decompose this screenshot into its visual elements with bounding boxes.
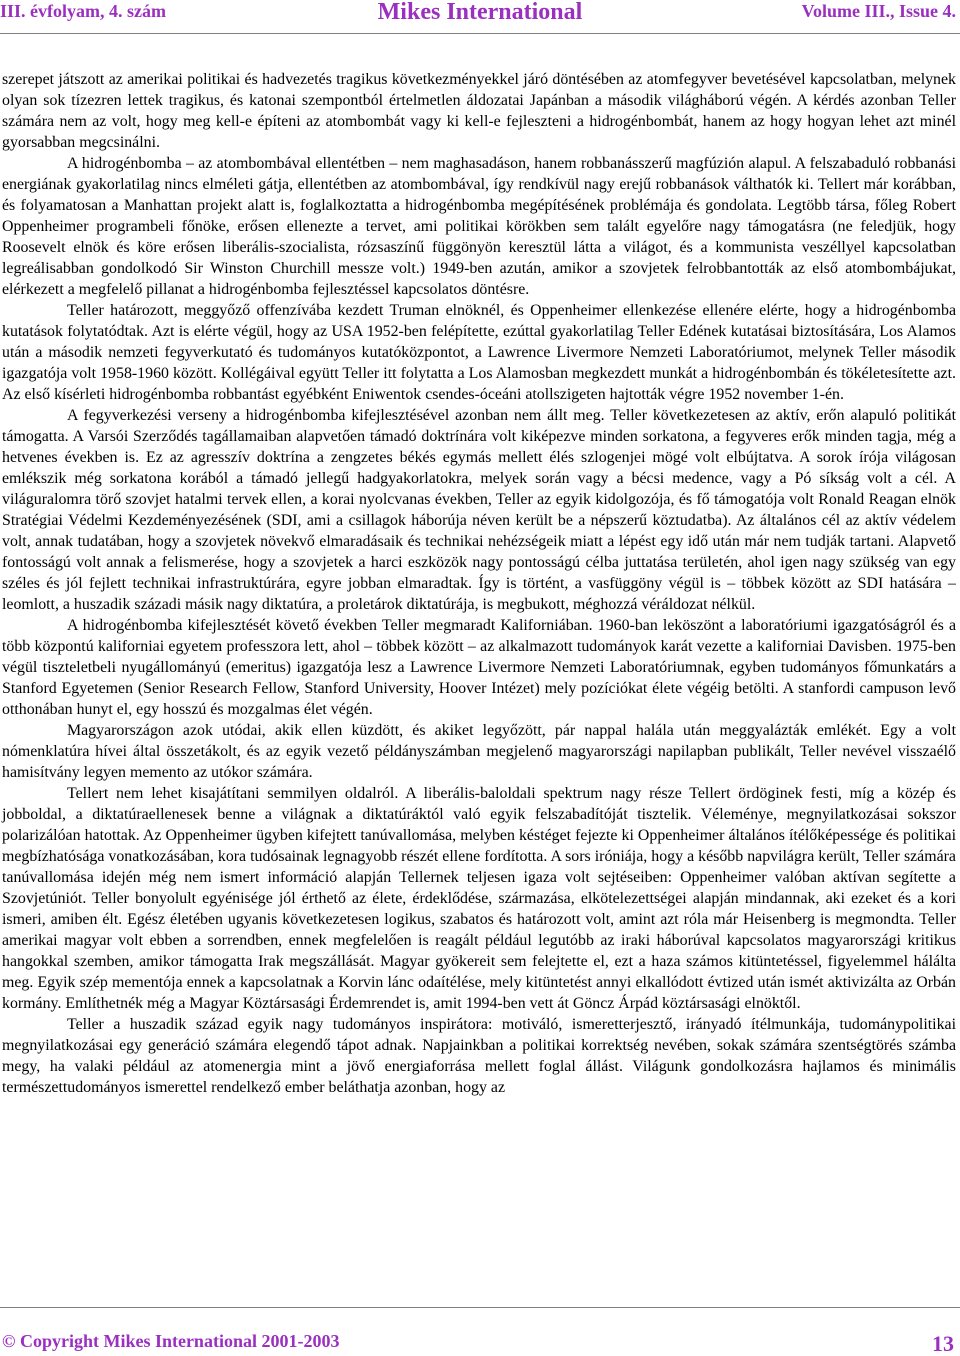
footer-copyright: © Copyright Mikes International 2001-2003 [2, 1331, 340, 1351]
paragraph-arms-race: A fegyverkezési verseny a hidrogénbomba kifejlesztésével azonban nem állt meg. Teller következetesen az aktív, erőn alapuló politikát támogatta. A Varsói Szerződés tagállamaiban alapvetően támadó doktrínára volt kiképezve minden sorkatona, a fegyveres erők minden tagja, még a hetvenes években is. Ez az agresszív doktrína a zengzetes békés egymás mellett élés szlogenjei mögé volt elbújtatva. A sorok írója világosan emlékszik még sorkatona korából a támadó jellegű hadgyakorlatokra, melyek során vagy a bécsi medence, vagy a Pó síkság volt a cél. A világuralomra törő szovjet hatalmi tervek ellen, a korai nyolcvanas években, Teller az egyik kidolgozója, és fő támogatója volt Ronald Reagan elnök Stratégiai Védelmi Kezdeményezésének (SDI, ami a csillagok háborúja néven került be a népszerű köztudatba). Az általános cél az aktív védelem volt, annak tudatában, hogy a szovjetek növekvő elmaradásaik és technikai nehézségeik miatt a lépést egy idő után már nem tudják tartani. Alapvető fontosságú volt annak a felismerése, hogy a szovjetek a harci eszközök nagy pontosságú célba juttatása területén, ahol igen nagy szükség van egy széles és jól fejlett technikai infrastruktúrára, egyre jobban elmaradtak. Így is történt, a vasfüggöny végül is – többek között az SDI hatására – leomlott, a huszadik századi másik nagy diktatúra, a proletárok diktatúrája, is megbukott, méghozzá véráldozat nélkül. [2, 407, 956, 613]
paragraph-hydrogen-bomb: A hidrogénbomba – az atombombával ellentétben – nem maghasadáson, hanem robbanásszerű magfúzión alapul. A felszabaduló robbanási energiának gyakorlatilag nincs elméleti gátja, ellentétben az atombombával, így rendkívül nagy erejű robbanások válthatók ki. Tellert már korábban, és folyamatosan a Manhattan projekt alatt is, foglalkoztatta a hidrogénbomba megépítésének problémája és gondolata. Legtöbb társa, főleg Robert Oppenheimer programbeli főnöke, erősen ellenezte a tervet, ami politikai körökben sem talált egyelőre nagy támogatásra (ne feledjük, hogy Roosevelt elnök és köre erősen liberális-szocialista, rózsaszínű függönyön keresztül látta a világot, és a kommunista veszéllyel kapcsolatban legreálisabban gondolkodó Sir Winston Churchill messze volt.) 1949-ben azután, amikor a szovjetek felrobbantották az első atombombájukat, elérkezett a megfelelő pillanat a hidrogénbomba fejlesztéssel kapcsolatos döntésre. [2, 155, 956, 298]
paragraph-truman: Teller határozott, meggyőző offenzívába kezdett Truman elnöknél, és Oppenheimer ellenkezése ellenére elérte, hogy a hidrogénbomba kutatások folytatódtak. Azt is elérte végül, hogy az USA 1952-ben felépítette, ezúttal gyakorlatilag Teller Edének kutatásai biztosítására, Los Alamos után a második nemzeti fegyverkutató és tudományos kutatóközpontot, a Lawrence Livermore Nemzeti Laboratóriumot, melynek Teller második igazgatója volt 1958-1960 között. Kollégáival együtt Teller itt folytatta a Los Alamosban megkezdett munkát a hidrogénbombán és tökéletesítette azt. Az első kísérleti hidrogénbomba robbantást egyébként Eniwentok csendes-óceáni atollszigeten hajtották végre 1952 november 1-én. [2, 302, 956, 403]
header-divider [0, 33, 960, 34]
article-body [2, 69, 956, 1098]
paragraph-legacy: Tellert nem lehet kisajátítani semmilyen oldalról. A liberális-baloldali spektrum nagy része Tellert ördöginek festi, míg a közép és jobboldal, a diktatúraellenesek benne a világnak a diktatúráktól való egyik felszabadítóját tisztelik. Véleménye, megnyilatkozásai sokszor polarizálóan hatottak. Az Oppenheimer ügyben kifejtett tanúvallomása, melyben késtéget fejezte ki Oppenheimer általános ítélőképessége és politikai megbízhatósága vonatkozásában, kora tudósainak legnagyobb részét ellene fordította. A sors iróniája, hogy a később napvilágra került, Teller számára tanúvallomása idején még nem ismert információ alapján Tellernek teljesen igaza volt sejtéseiben: Oppenheimer valóban aktívan segítette a Szovjetúniót. Teller bonyolult egyénisége jól érthető az élete, érdeklődése, származása, elkötelezettségei alapján mindannak, aki ezeket és a kori ismeri, amiben élt. Egész életében ugyanis következetesen logikus, szabatos és határozott volt, amint azt róla már Heisenberg is megmondta. Teller amerikai magyar volt ebben a sorrendben, ennek megfelelően is reagált például legutóbb az iraki háborúval kapcsolatos magyarországi kritikus hangokkal szemben, amikor támogatta Irak megszállását. Magyar gyökereit sem felejtette el, ezt a haza számos kitüntetéssel, figyelemmel hálálta meg. Egyik szép mementója ennek a kapcsolatnak a Korvin lánc odaítélése, mely kitüntetést annyi elkallódott évtized után ismét aktivizálta az Orbán kormány. Említhetnék még a Magyar Köztársasági Érdemrendet is, amit 1994-ben vett át Göncz Árpád köztársasági elnöktől. [2, 785, 956, 1012]
paragraph-california: A hidrogénbomba kifejlesztését követő években Teller megmaradt Kaliforniában. 1960-ban leköszönt a laboratóriumi igazgatóságról és a több központú kaliforniai egyetem professzora lett, ahol – többek között – az alkalmazott tudományok karát vezette a kaliforniai Davisben. 1975-ben végül tiszteletbeli nyugállományú (emeritus) igazgatója lesz a Lawrence Livermore Nemzeti Laboratóriumnak, egyben tudományos főmunkatárs a Stanford Egyetemen (Senior Research Fellow, Stanford University, Hoover Intézet) mely pozíciókat élete végéig betölti. A stanfordi campuson levő otthonában hunyt el, egy hosszú és mozgalmas élet végén. [2, 617, 956, 718]
paragraph-continuation: szerepet játszott az amerikai politikai és hadvezetés tragikus következményekkel járó döntésében az atomfegyver bevetésével kapcsolatban, melynek olyan sok tízezren lettek tragikus, és katonai szempontból értelmetlen áldozatai Japánban a második világháború végén. A kérdés azonban Teller számára nem az volt, hogy meg kell-e építeni az atombombát vagy ki kell-e fejleszteni a hidrogénbombát, hanem az hogy hogyan lehet azt minél gyorsabban megcsinálni. [2, 71, 956, 151]
header-volume-en: Volume III., Issue 4. [801, 1, 956, 21]
header-journal-title: Mikes International [377, 0, 583, 25]
paragraph-hungary: Magyarországon azok utódai, akik ellen küzdött, és akiket legyőzött, pár nappal halála után meggyalázták emlékét. Egy a volt nómenklatúra hívei által összetákolt, és az egyik vezető példányszámban megjelenő magyarországi napilapban publikált, Teller nevével visszaélő hamisítvány legyen memento az utókor számára. [2, 722, 956, 781]
paragraph-inspirator: Teller a huszadik század egyik nagy tudományos inspirátora: motiváló, ismeretterjesztő, irányadó ítélmunkája, tudománypolitikai megnyilatkozásai egy generáció számára elegendő tápot adnak. Napjainkban a politikai korrektség nevében, sokak számára szentségtörés számba megy, ha valaki például az atomenergia mint a jövő energiaforrása mellett foglal állást. Világunk gondolkozásra hajlamos és minimális természettudományos ismerettel rendelkező ember beláthatja azonban, hogy az [2, 1016, 956, 1096]
page-number: 13 [932, 1331, 954, 1356]
page-header [0, 0, 960, 34]
header-volume-hu: III. évfolyam, 4. szám [0, 1, 166, 21]
footer-divider [0, 1307, 960, 1308]
